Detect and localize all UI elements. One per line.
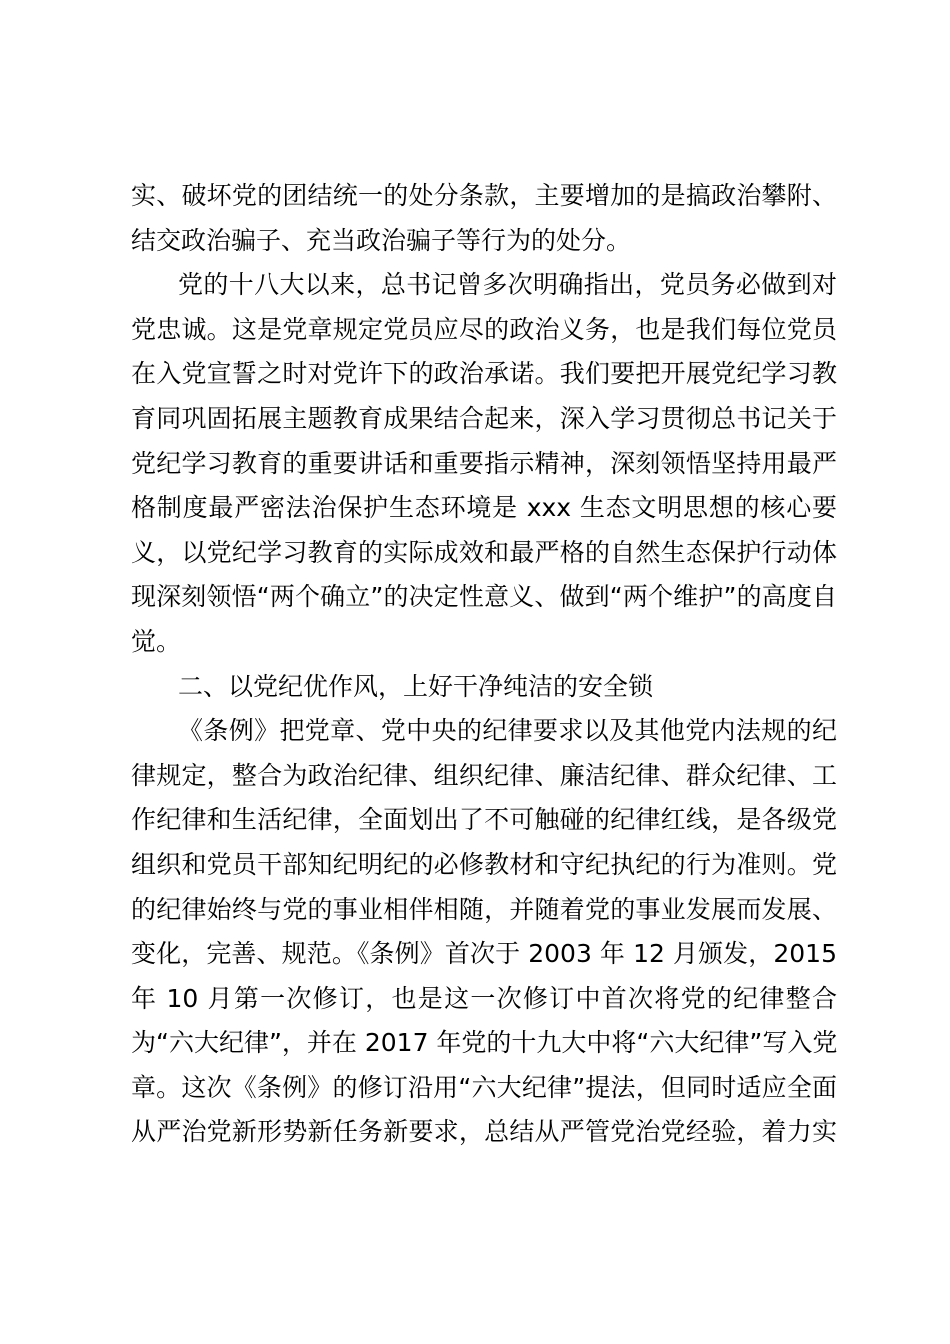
text-line: 作纪律和生活纪律，全面划出了不可触碰的纪律红线，是各级党: [131, 805, 837, 835]
paragraph-first-line: 《条例》把党章、党中央的纪律要求以及其他党内法规的纪: [178, 716, 837, 746]
text-line: 格制度最严密法治保护生态环境是 xxx 生态文明思想的核心要: [131, 493, 837, 523]
text-line: 的纪律始终与党的事业相伴相随，并随着党的事业发展而发展、: [131, 894, 837, 924]
text-line: 觉。: [131, 626, 182, 656]
document-body: [131, 174, 837, 1155]
text-line: 从严治党新形势新任务新要求，总结从严管党治党经验，着力实: [131, 1117, 837, 1147]
text-line: 年 10 月第一次修订，也是这一次修订中首次将党的纪律整合: [131, 983, 837, 1013]
text-line: 结交政治骗子、充当政治骗子等行为的处分。: [131, 225, 632, 255]
text-line: 组织和党员干部知纪明纪的必修教材和守纪执纪的行为准则。党: [131, 849, 837, 879]
text-line: 为“六大纪律”，并在 2017 年党的十九大中将“六大纪律”写入党: [131, 1028, 838, 1058]
text-line: 律规定，整合为政治纪律、组织纪律、廉洁纪律、群众纪律、工: [131, 760, 837, 790]
text-line: 党纪学习教育的重要讲话和重要指示精神，深刻领悟坚持用最严: [131, 448, 837, 478]
text-line: 实、破坏党的团结统一的处分条款，主要增加的是搞政治攀附、: [131, 181, 837, 210]
text-line: 育同巩固拓展主题教育成果结合起来，深入学习贯彻总书记关于: [131, 403, 837, 433]
text-line: 现深刻领悟“两个确立”的决定性意义、做到“两个维护”的高度自: [131, 582, 837, 612]
text-line: 义，以党纪学习教育的实际成效和最严格的自然生态保护行动体: [131, 537, 837, 567]
text-line: 章。这次《条例》的修订沿用“六大纪律”提法，但同时适应全面: [131, 1072, 837, 1102]
text-line: 变化，完善、规范。《条例》首次于 2003 年 12 月颁发，2015: [131, 939, 837, 969]
paragraph-first-line: 党的十八大以来，总书记曾多次明确指出，党员务必做到对: [178, 270, 837, 300]
text-line: 在入党宣誓之时对党许下的政治承诺。我们要把开展党纪学习教: [131, 359, 837, 389]
section-heading: 二、以党纪优作风，上好干净纯洁的安全锁: [178, 671, 654, 701]
text-line: 党忠诚。这是党章规定党员应尽的政治义务，也是我们每位党员: [131, 314, 837, 344]
